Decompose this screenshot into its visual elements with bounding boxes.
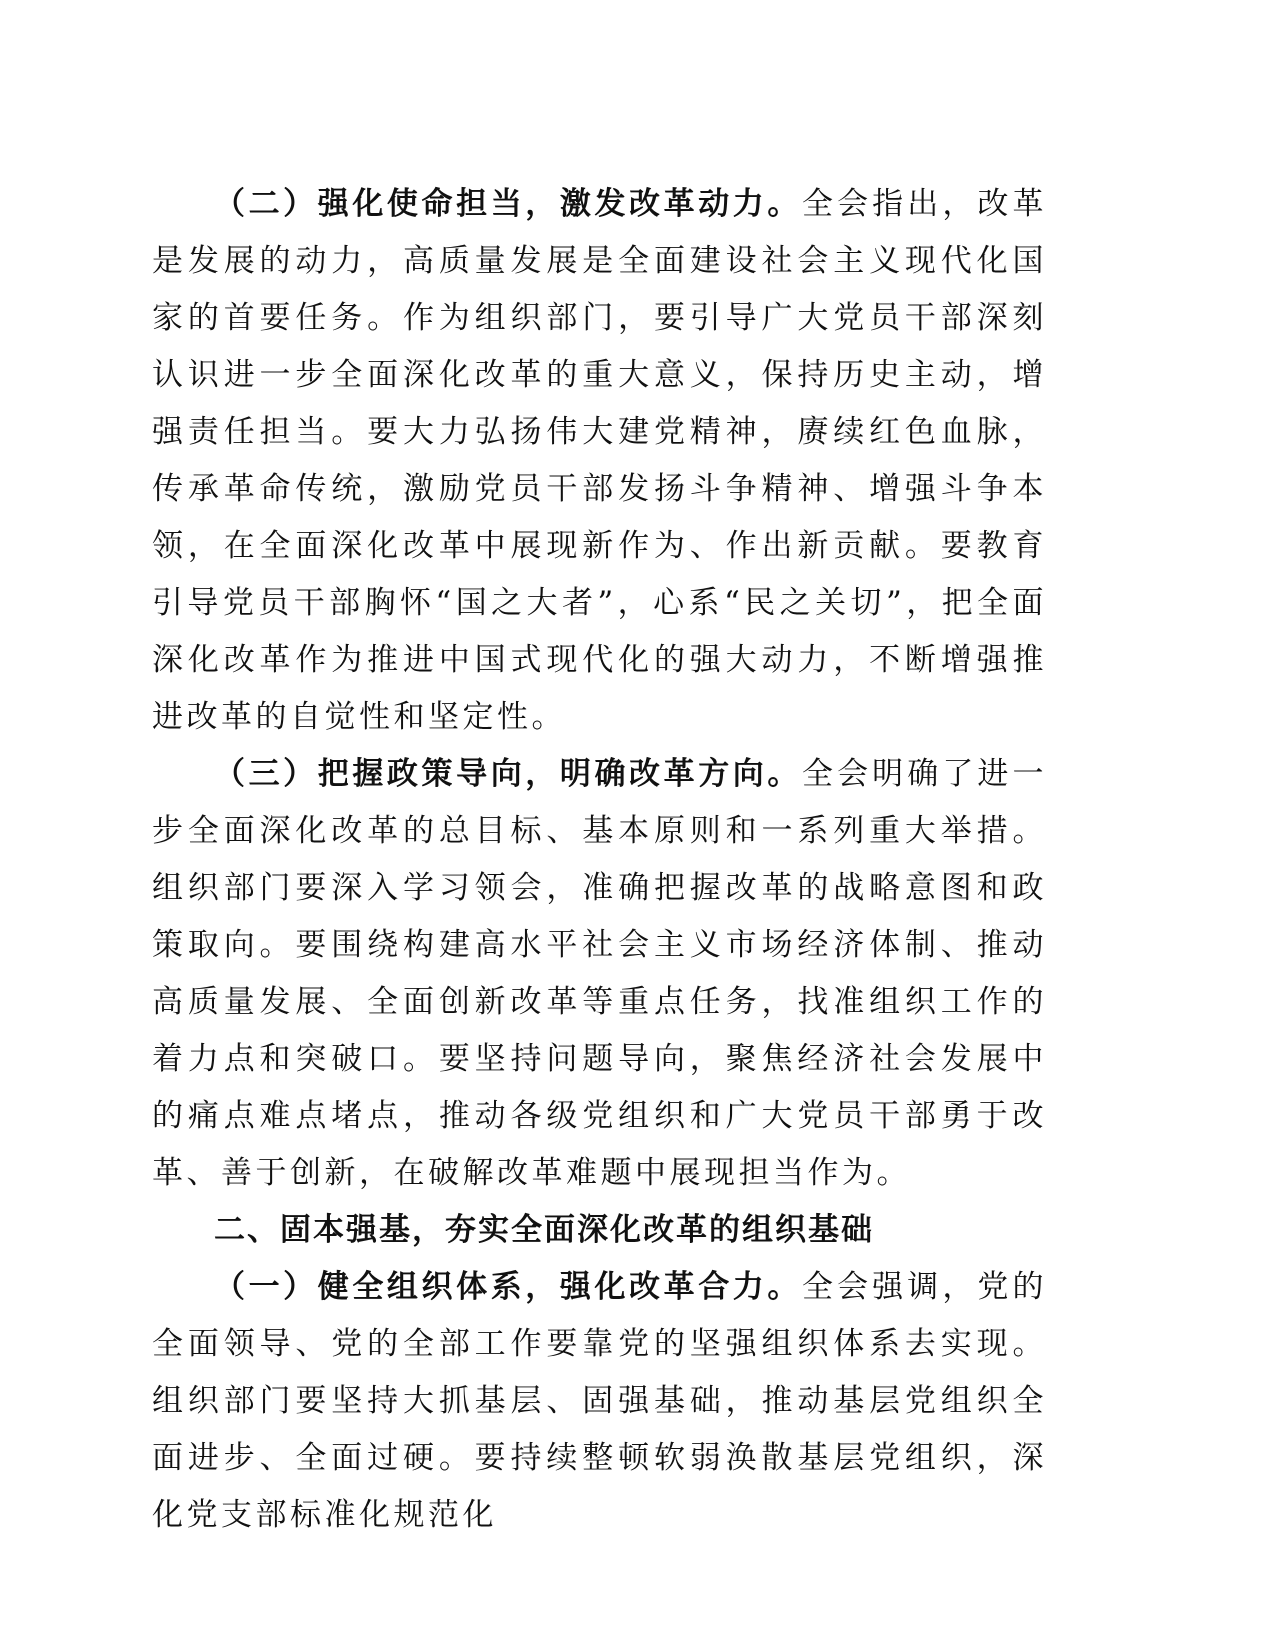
paragraph-section-2 [152,176,1047,746]
paragraph-lead: （一）健全组织体系，强化改革合力。 [214,1269,802,1305]
paragraph-section-3 [152,746,1047,1202]
paragraph-text: 全会强调，党的全面领导、党的全部工作要靠党的坚强组织体系去实现。组织部门要坚持大抓基层、固强基础，推动基层党组织全面进步、全面过硬。要持续整顿软弱涣散基层党组织，深化党支部标准化规范化 [152,1269,1048,1533]
paragraph-lead: （二）强化使命担当，激发改革动力。 [214,186,802,222]
paragraph-section-2-1 [152,1259,1047,1544]
document-body [152,176,1047,1544]
section-heading: 二、固本强基，夯实全面深化改革的组织基础 [214,1212,874,1248]
paragraph-text: 全会指出，改革是发展的动力，高质量发展是全面建设社会主义现代化国家的首要任务。作为组织部门，要引导广大党员干部深刻认识进一步全面深化改革的重大意义，保持历史主动，增强责任担当。要大力弘扬伟大建党精神，赓续红色血脉，传承革命传统，激励党员干部发扬斗争精神、增强斗争本领，在全面深化改革中展现新作为、作出新贡献。要教育引导党员干部胸怀“国之大者”，心系“民之关切”，把全面深化改革作为推进中国式现代化的强大动力，不断增强推进改革的自觉性和坚定性。 [152,186,1048,735]
paragraph-lead: （三）把握政策导向，明确改革方向。 [214,756,802,792]
paragraph-text: 全会明确了进一步全面深化改革的总目标、基本原则和一系列重大举措。组织部门要深入学习领会，准确把握改革的战略意图和政策取向。要围绕构建高水平社会主义市场经济体制、推动高质量发展、全面创新改革等重点任务，找准组织工作的着力点和突破口。要坚持问题导向，聚焦经济社会发展中的痛点难点堵点，推动各级党组织和广大党员干部勇于改革、善于创新，在破解改革难题中展现担当作为。 [152,756,1048,1191]
